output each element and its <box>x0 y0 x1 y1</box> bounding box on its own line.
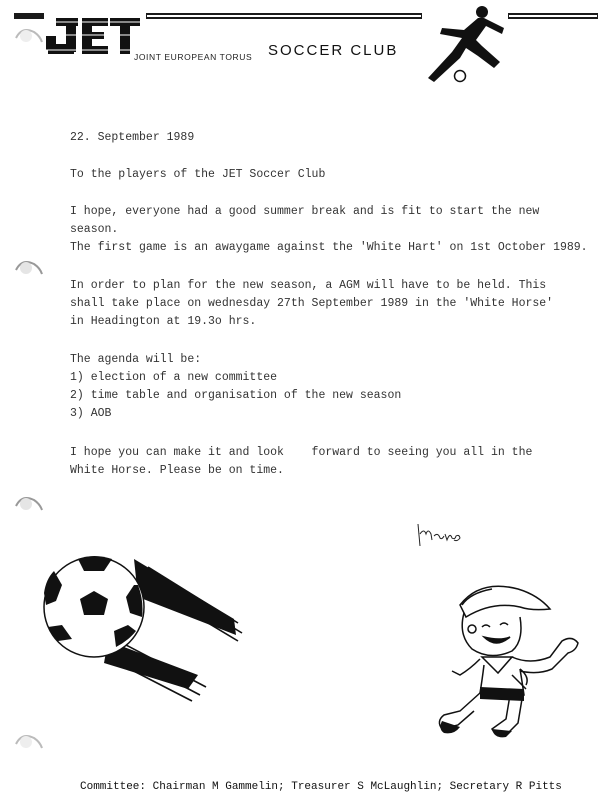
agenda-item: 1) election of a new committee <box>70 371 278 384</box>
soccer-player-icon <box>420 4 506 84</box>
punch-hole-mark <box>12 492 46 514</box>
letter-date: 22. September 1989 <box>70 131 195 144</box>
paragraph-1-line-1: I hope, everyone had a good summer break and is fit to start the new <box>70 205 540 218</box>
agenda-item: 3) AOB <box>70 407 112 420</box>
punch-hole-mark <box>12 730 46 752</box>
committee-footer: Committee: Chairman M Gammelin; Treasurer S McLaughlin; Secretary R Pitts <box>80 781 562 793</box>
paragraph-1-line-2: season. <box>70 223 119 236</box>
paragraph-1-line-3: The first game is an awaygame against the 'White Hart' on 1st October 1989. <box>70 241 588 254</box>
closing-line-1: I hope you can make it and look forward to seeing you all in the <box>70 446 533 459</box>
jet-logo <box>42 10 142 64</box>
header-rule-left <box>14 13 44 19</box>
agenda-intro: The agenda will be: <box>70 353 202 366</box>
handwritten-signature <box>412 520 472 550</box>
organization-name: JOINT EUROPEAN TORUS <box>134 52 253 62</box>
paragraph-2-line-1: In order to plan for the new season, a AGM will have to be held. This <box>70 279 547 292</box>
paragraph-2-line-3: in Headington at 19.3o hrs. <box>70 315 257 328</box>
club-name: SOCCER CLUB <box>268 42 399 59</box>
closing-line-2: White Horse. Please be on time. <box>70 464 284 477</box>
header-rule-right <box>508 13 598 19</box>
punch-hole-mark <box>12 24 46 46</box>
header-rule-middle <box>146 13 422 19</box>
cartoon-boy-illustration <box>400 565 590 745</box>
soccer-ball-illustration <box>38 545 248 705</box>
punch-hole-mark <box>12 256 46 278</box>
agenda-item: 2) time table and organisation of the new season <box>70 389 402 402</box>
letter-salutation: To the players of the JET Soccer Club <box>70 168 326 181</box>
paragraph-2-line-2: shall take place on wednesday 27th September 1989 in the 'White Horse' <box>70 297 554 310</box>
